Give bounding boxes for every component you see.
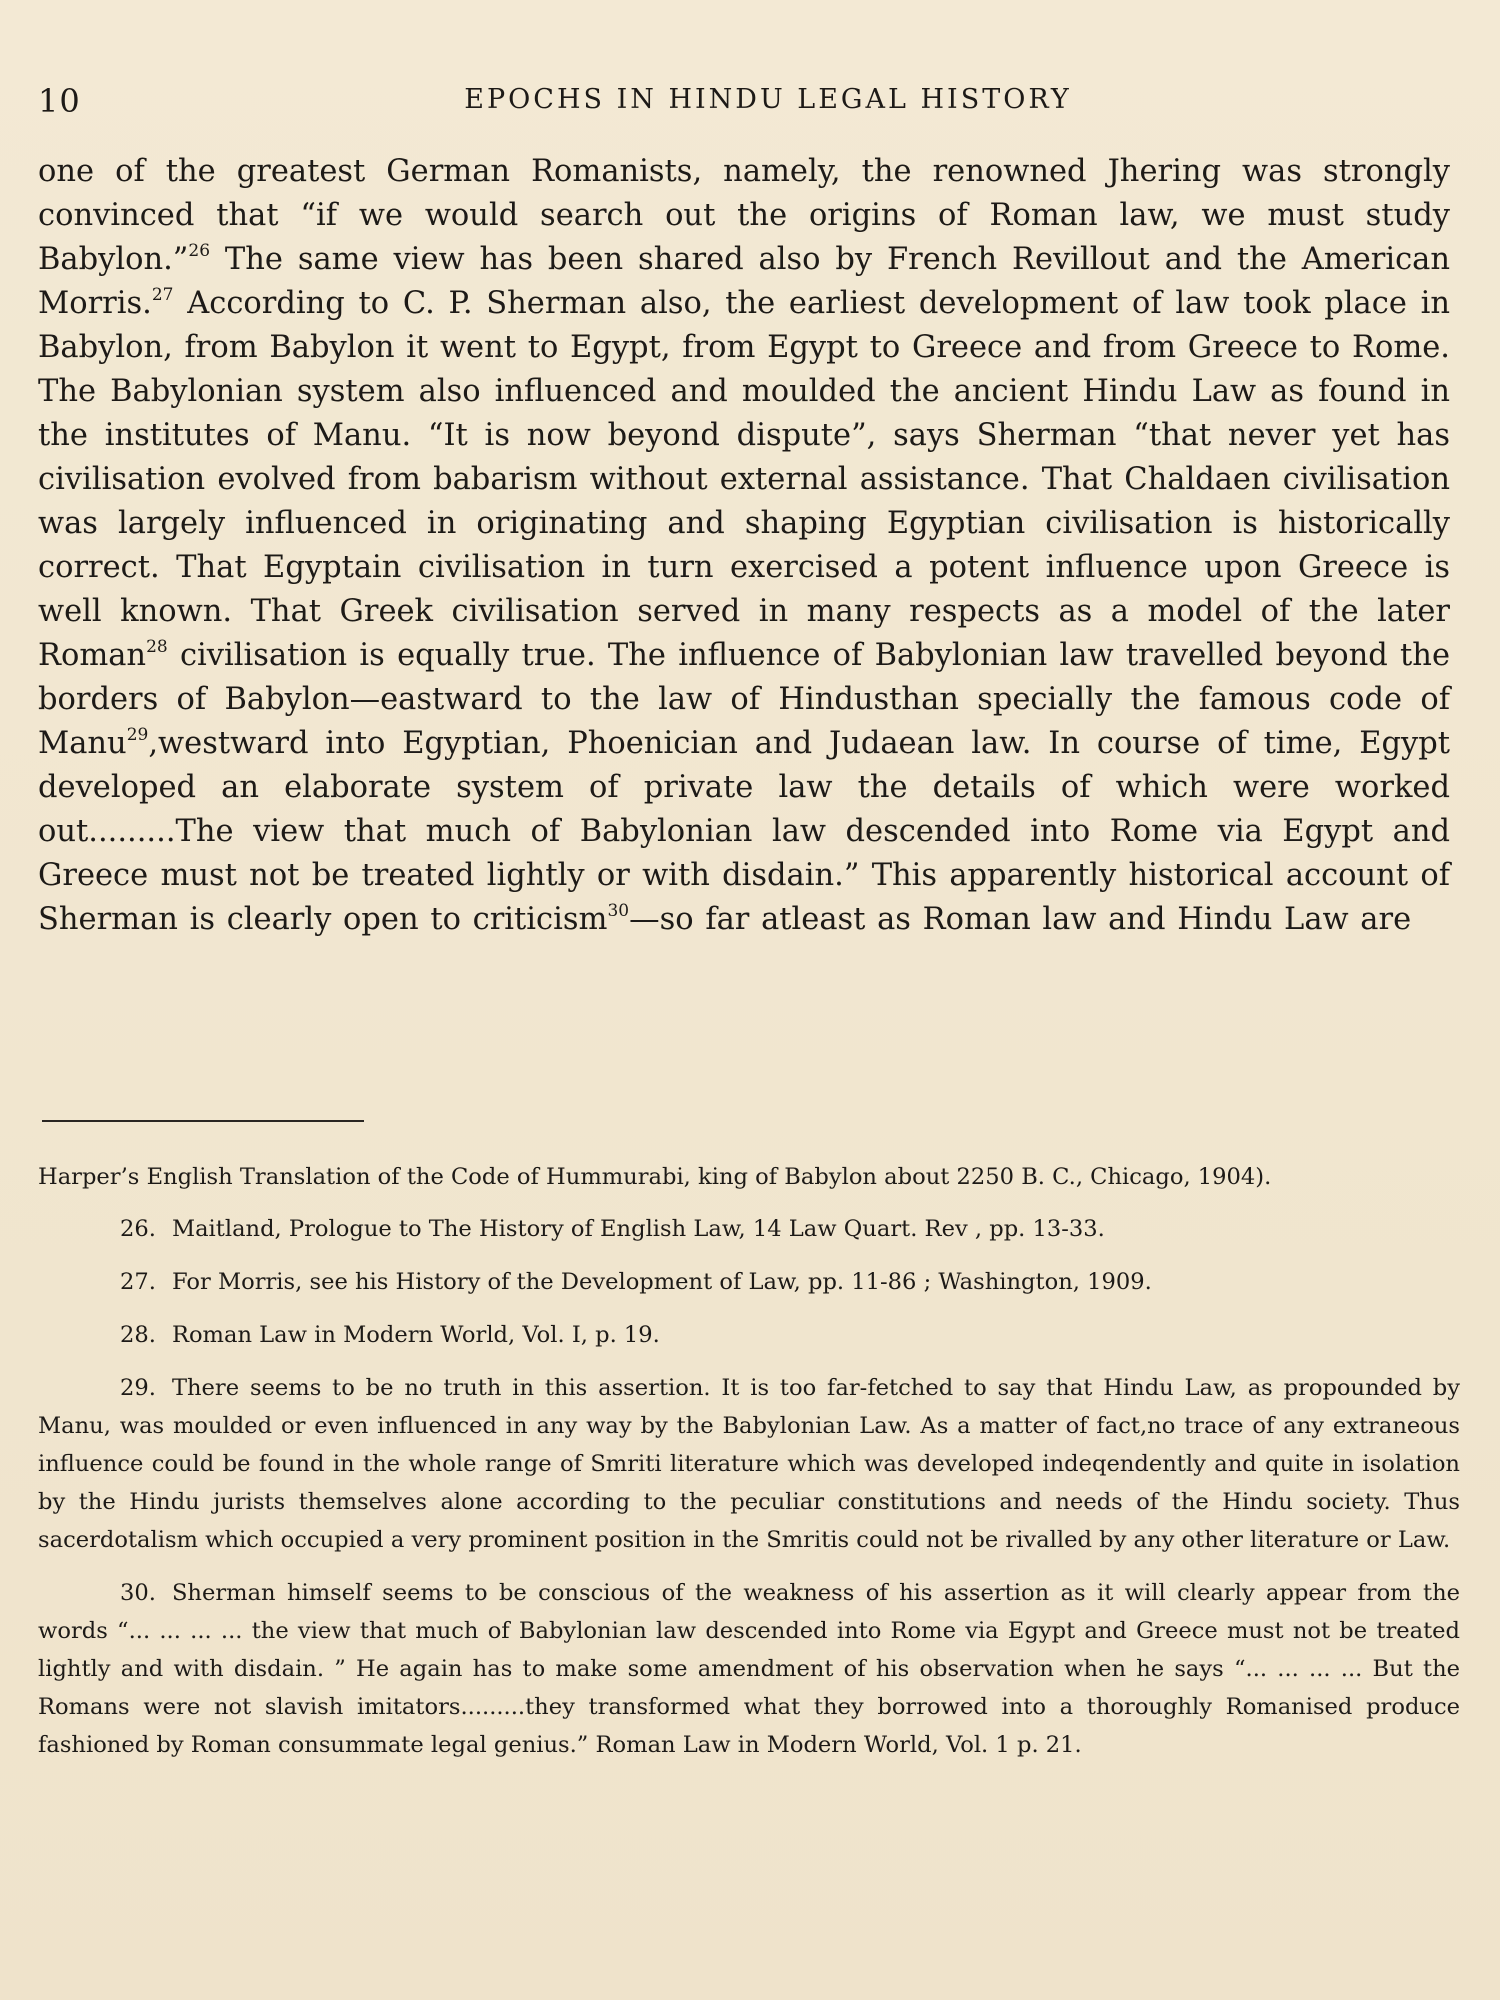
- footnote-number: 27.: [120, 1269, 156, 1295]
- body-segment: one of the greatest German Romanists, namely, the renowned Jhering was strongly convinced that “if we would search out the origins of Roman law, we must study Babylon.”: [38, 154, 1450, 277]
- footnote-ref-30: 30: [607, 901, 630, 921]
- footnote-ref-28: 28: [146, 637, 168, 657]
- footnote-text: For Morris, see his History of the Development of Law, pp. 11-86 ; Washington, 1909.: [171, 1269, 1152, 1295]
- footnote-27: [38, 1263, 1460, 1301]
- running-title: EPOCHS IN HINDU LEGAL HISTORY: [464, 84, 1072, 115]
- footnote-number: 29.: [120, 1375, 156, 1401]
- footnote-29: [38, 1369, 1460, 1559]
- body-segment: —so far atleast as Roman law and Hindu Law are: [629, 902, 1412, 937]
- footnote-ref-29: 29: [126, 725, 149, 745]
- footnote-number: 28.: [120, 1322, 156, 1348]
- body-segment: ,westward into Egyptian, Phoenician and Judaean law. In course of time, Egypt developed an elaborate system of private law the details of which were worked out.........The view that much of Babylonian law descended into Rome via Egypt and Greece must not be treated lightly or with disdain.” This apparently historical account of Sherman is clearly open to criticism: [38, 726, 1450, 937]
- footnote-text: There seems to be no truth in this assertion. It is too far-fetched to say that Hindu Law, as propounded by Manu, was moulded or even influenced in any way by the Babylonian Law. As a matter of fact,no trace of any extraneous influence could be found in the whole range of Smriti literature which was developed indeqendently and quite in isolation by the Hindu jurists themselves alone according to the peculiar constitutions and needs of the Hindu society. Thus sacerdotalism which occupied a very prominent position in the Smritis could not be rivalled by any other literature or Law.: [38, 1375, 1460, 1553]
- footnote-ref-27: 27: [151, 285, 174, 305]
- body-segment: civilisation is equally true. The influence of Babylonian law travelled beyond the borders of Babylon—eastward to the law of Hindusthan specially the famous code of Manu: [38, 638, 1450, 761]
- footnotes: [38, 1158, 1460, 1779]
- footnote-text: Maitland, Prologue to The History of English Law, 14 Law Quart. Rev , pp. 13-33.: [171, 1216, 1105, 1242]
- page-number: 10: [38, 82, 81, 120]
- body-segment: The same view has been shared also by French Revillout and the American Morris.: [38, 242, 1450, 321]
- page-header: [38, 82, 1458, 122]
- footnote-28: [38, 1316, 1460, 1354]
- footnote-divider: [42, 1120, 364, 1122]
- footnote-ref-26: 26: [188, 241, 211, 261]
- footnote-continued: Harper’s English Translation of the Code of Hummurabi, king of Babylon about 2250 B. C., Chicago, 1904).: [38, 1164, 1272, 1190]
- footnote-text: Roman Law in Modern World, Vol. I, p. 19.: [171, 1322, 660, 1348]
- footnote-number: 26.: [120, 1216, 156, 1242]
- footnote-text: Sherman himself seems to be conscious of the weakness of his assertion as it will clearly appear from the words “... ... ... ... the view that much of Babylonian law descended into Rome via Egypt and Greece must not be treated lightly and with disdain. ” He again has to make some amendment of his observation when he says “... ... ... ... But the Romans were not slavish imitators.........they transformed what they borrowed into a thoroughly Romanised produce fashioned by Roman consummate legal genius.” Roman Law in Modern World, Vol. 1 p. 21.: [38, 1580, 1460, 1758]
- footnote-30: [38, 1574, 1460, 1764]
- footnote-26: [38, 1210, 1460, 1248]
- footnote-number: 30.: [120, 1580, 156, 1606]
- body-segment: According to C. P. Sherman also, the earliest development of law took place in Babylon, from Babylon it went to Egypt, from Egypt to Greece and from Greece to Rome. The Babylonian system also influenced and moulded the ancient Hindu Law as found in the institutes of Manu. “It is now beyond dispute”, says Sherman “that never yet has civilisation evolved from babarism without external assistance. That Chaldaen civilisation was largely influenced in originating and shaping Egyptian civilisation is historically correct. That Egyptain civilisation in turn exercised a potent influence upon Greece is well known. That Greek civilisation served in many respects as a model of the later Roman: [38, 286, 1450, 673]
- main-paragraph: [38, 150, 1450, 942]
